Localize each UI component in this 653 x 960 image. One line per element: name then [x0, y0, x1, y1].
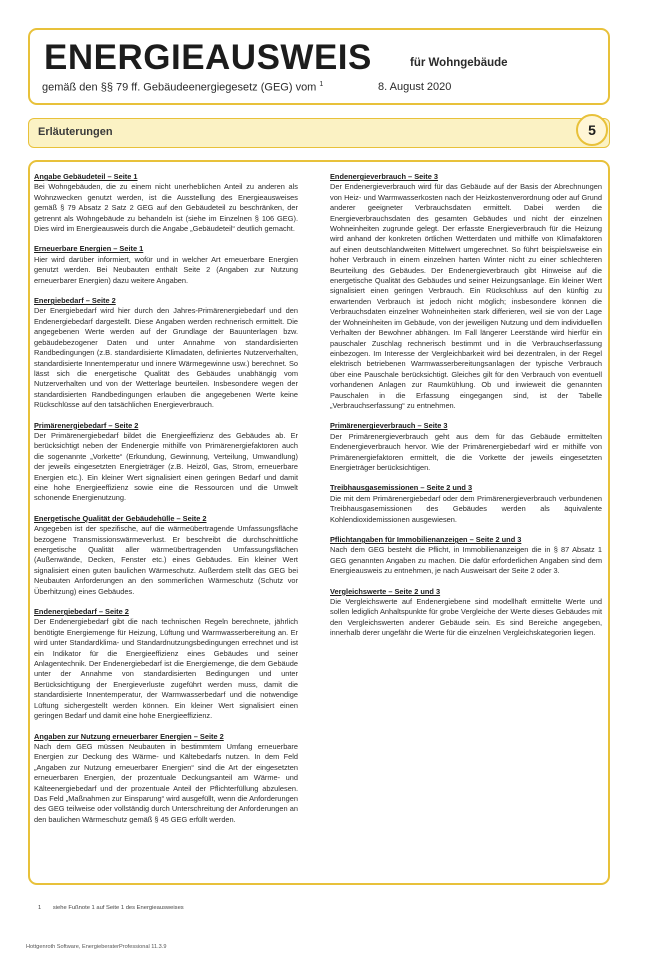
footnote-reference: 1 — [319, 81, 324, 88]
block-heading: Primärenergieverbrauch – Seite 3 — [330, 421, 448, 431]
explanation-block — [330, 483, 602, 525]
block-heading: Endenergiebedarf – Seite 2 — [34, 607, 129, 617]
document-title-suffix: für Wohngebäude — [410, 57, 508, 69]
block-text: Nach dem GEG müssen Neubauten in bestimmtem Umfang erneuerbare Energien zur Deckung des Wärme- und Kältebedarfs nutzen. In dem Feld „Angaben zur Nutzung erneuerbarer Energien“ sind die Art der eingesetzten erneuerbaren Energien, der prozentuale Deckungsanteil am Wärme- und Kälteenergiebedarf und der prozentuale Anteil der Pflichterfüllung abzulesen. Das Feld „Maßnahmen zur Einsparung“ wird ausgefüllt, wenn die Anforderungen des GEG teilweise oder vollständig durch Unterschreitung der Anforderungen an den baulichen Wärmeschutz gemäß § 45 GEG erfüllt werden. — [34, 741, 298, 824]
legal-basis-line — [42, 81, 452, 94]
right-column — [330, 172, 602, 649]
explanation-block — [34, 514, 298, 597]
document-title: ENERGIEAUSWEIS — [44, 38, 372, 77]
block-heading: Erneuerbare Energien – Seite 1 — [34, 244, 144, 254]
footnote-mark: 1 — [38, 905, 42, 911]
block-text: Die mit dem Primärenergiebedarf oder dem Primärenergieverbrauch verbundenen Treibhausgasemissionen des Gebäudes werden als äquivalente Kohlendioxidemissionen ausgewiesen. — [330, 493, 602, 524]
section-header-bar — [28, 118, 610, 148]
page-number-badge: 5 — [576, 114, 608, 146]
block-heading: Energetische Qualität der Gebäudehülle – Seite 2 — [34, 513, 207, 523]
explanation-block — [34, 244, 298, 286]
block-text: Angegeben ist der spezifische, auf die wärmeübertragende Umfassungsfläche bezogene Transmissionswärmeverlust. Er beschreibt die durchschnittliche energetische Qualität aller wärmeübertragenden Umfassungsflächen (Außenwände, Decken, Fenster etc.) eines Gebäudes. Ein kleiner Wert signalisiert einen guten baulichen Wärmeschutz. Außerdem stellt das GEG bei Neubauten Anforderungen an den sommerlichen Wärmeschutz (Schutz vor Überhitzung) eines Gebäudes. — [34, 524, 298, 596]
section-title: Erläuterungen — [38, 126, 113, 138]
block-text: Der Energiebedarf wird hier durch den Jahres-Primärenergiebedarf und den Endenergiebedarf dargestellt. Diese Angaben werden rechnerisch ermittelt. Die angegebenen Werte werden auf der Grundlage der Bauunterlagen bzw. gebäudebezogener Daten und unter Annahme von standardisierten Randbedingungen (z.B. standardisierte Klimadaten, definiertes Nutzerverhalten, standardisierte Innentemperatur und innere Wärmegewinne usw.) berechnet. So lässt sich die energetische Qualität des Gebäudes unabhängig vom Nutzerverhalten und von der Wetterlage beurteilen. Insbesondere wegen der standardisierten Randbedingungen erlauben die angegebenen Werte keine Rückschlüsse auf den tatsächlichen Energieverbrauch. — [34, 306, 298, 410]
block-heading: Angaben zur Nutzung erneuerbarer Energien – Seite 2 — [34, 731, 224, 741]
explanation-block — [330, 172, 602, 411]
explanation-block — [330, 421, 602, 473]
header-box — [28, 28, 610, 105]
block-heading: Angabe Gebäudeteil – Seite 1 — [34, 172, 138, 181]
footnote — [38, 905, 184, 911]
block-heading: Energiebedarf – Seite 2 — [34, 296, 116, 306]
explanation-block — [34, 607, 298, 721]
block-text: Bei Wohngebäuden, die zu einem nicht unerheblichen Anteil zu anderen als Wohnzwecken genutzt werden, ist die Ausstellung des Energieausweises gemäß § 79 Absatz 2 Satz 2 GEG auf den Gebäudeteil zu beschränken, der getrennt als Wohngebäude zu behandeln ist (siehe im Einzelnen § 106 GEG). Dies wird im Energieausweis durch die Angabe „Gebäudeteil“ deutlich gemacht. — [34, 182, 298, 234]
explanation-block — [330, 535, 602, 577]
legal-basis-text: gemäß den §§ 79 ff. Gebäudeenergiegesetz (GEG) vom — [42, 81, 317, 94]
explanation-block — [34, 296, 298, 410]
block-text: Der Endenergiebedarf gibt die nach technischen Regeln berechnete, jährlich benötigte Energiemenge für Heizung, Lüftung und Warmwasserbereitung an. Er wird unter Standardklima- und Standardnutzungsbedingungen errechnet und ist ein Indikator für die Energieeffizienz eines Gebäudes und seiner Anlagentechnik. Der Endenergiebedarf ist die Energiemenge, die dem Gebäude unter der Annahme von standardisierten Bedingungen und unter Berücksichtigung der Energieverluste zugeführt werden muss, damit die standardisierte Innentemperatur, der Warmwasserbedarf und die notwendige Lüftung sichergestellt werden können. Ein kleiner Wert signalisiert einen geringen Bedarf und damit eine hohe Energieeffizienz. — [34, 617, 298, 721]
block-text: Nach dem GEG besteht die Pflicht, in Immobilienanzeigen die in § 87 Absatz 1 GEG genannten Angaben zu machen. Die dafür erforderlichen Angaben sind dem Energieausweis zu entnehmen, je nach Ausweisart der Seite 2 oder 3. — [330, 545, 602, 576]
block-heading: Primärenergiebedarf – Seite 2 — [34, 420, 139, 430]
block-heading: Treibhausgasemissionen – Seite 2 und 3 — [330, 483, 473, 493]
explanation-block — [34, 421, 298, 504]
explanation-block — [34, 732, 298, 826]
software-footer: Hottgenroth Software, EnergieberaterProfessional 11.3.9 — [26, 944, 167, 950]
law-date: 8. August 2020 — [378, 81, 452, 93]
footnote-text: siehe Fußnote 1 auf Seite 1 des Energieausweises — [52, 905, 184, 911]
block-heading: Endenergieverbrauch – Seite 3 — [330, 172, 439, 181]
block-text: Hier wird darüber informiert, wofür und in welcher Art erneuerbare Energien genutzt werden. Bei Neubauten enthält Seite 2 (Angaben zur Nutzung erneuerbarer Energien) dazu weitere Angaben. — [34, 254, 298, 285]
explanation-block — [34, 172, 298, 234]
block-text: Der Endenergieverbrauch wird für das Gebäude auf der Basis der Abrechnungen von Heiz- und Warmwasserkosten nach der Heizkostenverordnung oder auf Grund anderer geeigneter Verbrauchsdaten ermittelt. Dabei werden die Energieverbrauchsdaten des gesamten Gebäudes und nicht der einzelnen Wohneinheiten zugrunde gelegt. Der erfasste Energieverbrauch für die Heizung wird anhand der konkreten örtlichen Wetterdaten und mithilfe von Klimafaktoren auf einen deutschlandweiten Mittelwert umgerechnet. So führt beispielsweise ein hoher Verbrauch in einem einzelnen harten Winter nicht zu einer schlechteren Beurteilung des Gebäudes. Der Endenergieverbrauch gibt Hinweise auf die energetische Qualität des Gebäudes und seiner Heizungsanlage. Ein kleiner Wert signalisiert einen geringen Verbrauch. Ein Rückschluss auf den künftig zu erwartenden Verbrauch ist jedoch nicht möglich; insbesondere können die Verbrauchsdaten einzelner Wohneinheiten stark differieren, weil sie von der Lage der Wohneinheiten im Gebäude, von der jeweiligen Nutzung und dem individuellen Verhalten der Bewohner abhängen. Im Fall längerer Leerstände wird hierfür ein pauschaler Zuschlag rechnerisch bestimmt und in die Verbrauchserfassung einbezogen. Im Interesse der Vergleichbarkeit wird bei dezentralen, in der Regel elektrisch betriebenen Warmwasserbereitungsanlagen der typische Verbrauch über eine Pauschale berücksichtigt. Gleiches gilt für den Verbrauch von eventuell vorhandenen Anlagen zur Raumkühlung. Ob und inwieweit die genannten Pauschalen in die Erfassung eingegangen sind, ist der Tabelle „Verbrauchserfassung“ zu entnehmen. — [330, 182, 602, 410]
block-heading: Pflichtangaben für Immobilienanzeigen – Seite 2 und 3 — [330, 535, 522, 544]
left-column — [34, 172, 298, 835]
block-text: Der Primärenergiebedarf bildet die Energieeffizienz des Gebäudes ab. Er berücksichtigt neben der Endenergie mithilfe von Primärenergiefaktoren auch die sogenannte „Vorkette“ (Erkundung, Gewinnung, Verteilung, Umwandlung) der jeweils eingesetzten Energieträger (z.B. Heizöl, Gas, Strom, erneuerbare Energien etc.). Ein kleiner Wert signalisiert einen geringen Bedarf und damit eine hohe Energieeffizienz sowie eine die Ressourcen und die Umwelt schonende Energienutzung. — [34, 430, 298, 503]
block-heading: Vergleichswerte – Seite 2 und 3 — [330, 586, 441, 596]
block-text: Die Vergleichswerte auf Endenergiebene sind modellhaft ermittelte Werte und sollen lediglich Anhaltspunkte für grobe Vergleiche der Werte dieses Gebäudes mit den Vergleichswerten anderer Gebäude sein. Es sind Bereiche angegeben, innerhalb derer ungefähr die Werte für die einzelnen Vergleichskategorien liegen. — [330, 597, 602, 638]
explanation-block — [330, 587, 602, 639]
block-text: Der Primärenergieverbrauch geht aus dem für das Gebäude ermittelten Endenergieverbrauch hervor. Wie der Primärenergiebedarf wird er mithilfe von Primärenergiefaktoren ermittelt, die die Vorkette der jeweils eingesetzten Energieträger berücksichtigen. — [330, 431, 602, 472]
